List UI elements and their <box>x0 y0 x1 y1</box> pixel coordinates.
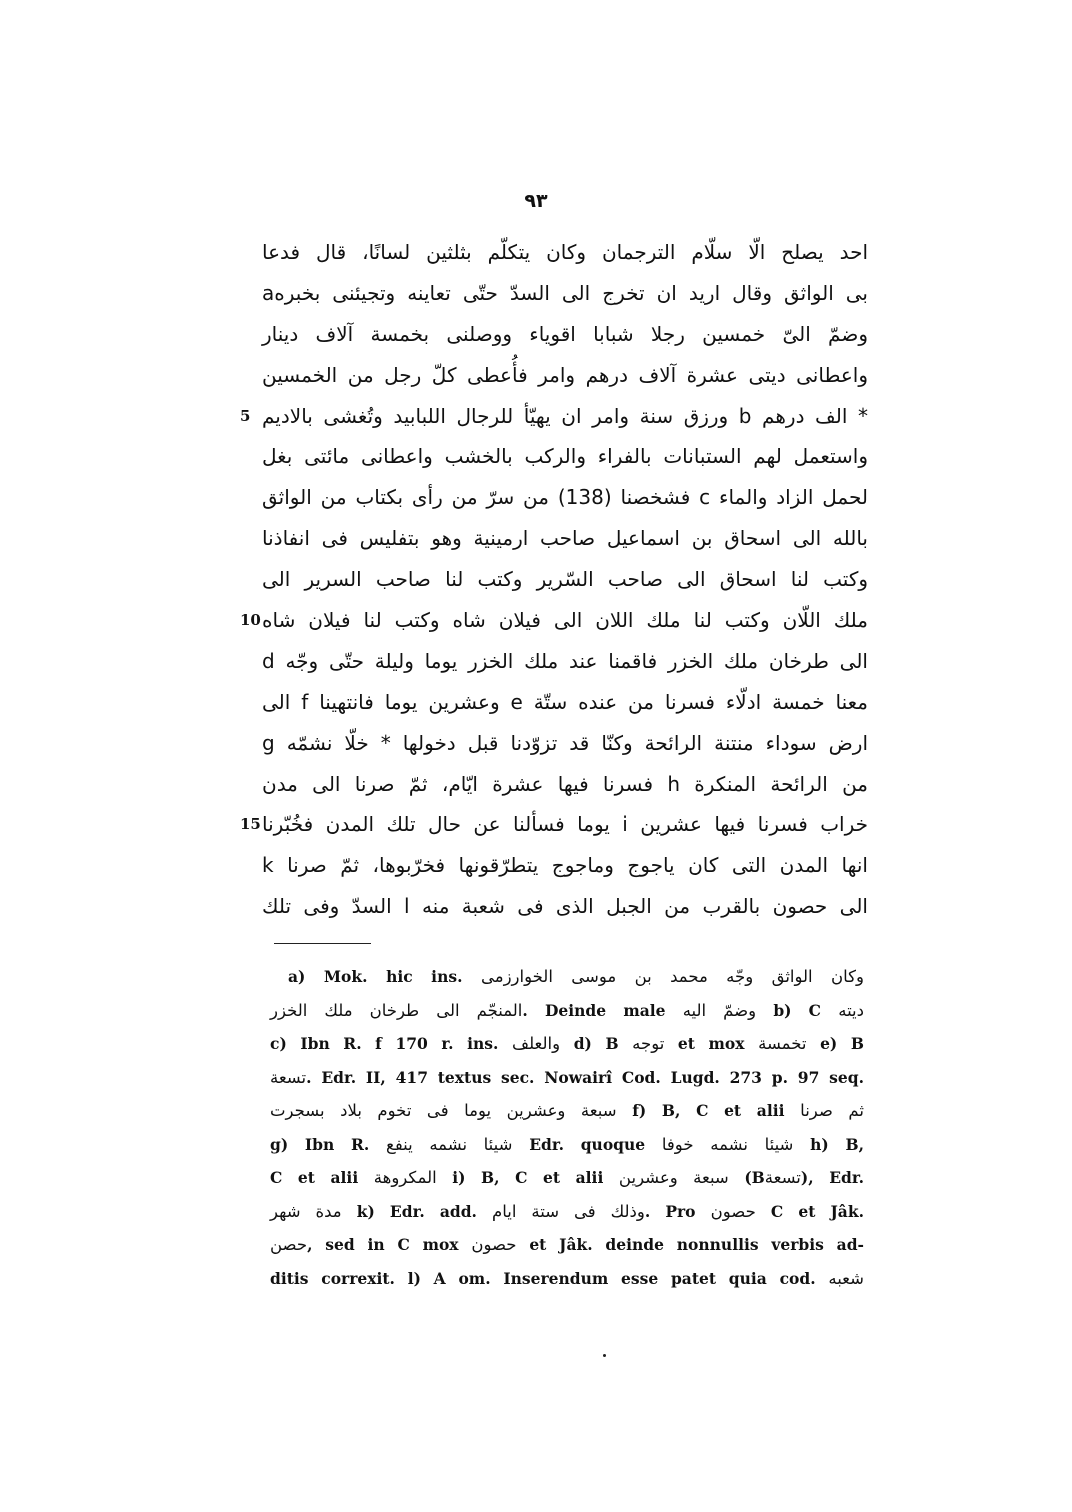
text-line <box>262 641 868 682</box>
footnote-latin: d) B <box>573 1034 619 1053</box>
footnote-arabic: وضمّ اليه <box>682 1000 757 1020</box>
footnote-line <box>270 1128 864 1162</box>
line-text: بى الواثق وقال اريد ان تخرج الى السدّ حتّى تعاينه وتجيئنى بخبرهa <box>262 280 868 305</box>
footnote-arabic: خوفا <box>661 1134 694 1154</box>
footnote-line <box>270 1228 864 1262</box>
ink-speck <box>603 1354 606 1357</box>
text-line <box>262 559 868 600</box>
footnote-arabic: شيئا نشمه ينفع <box>386 1134 513 1154</box>
footnote-arabic: تخمسة <box>758 1034 807 1053</box>
footnote-arabic: تسعة <box>270 1067 307 1087</box>
text-line <box>262 723 868 764</box>
footnote-latin: ), Edr. <box>800 1168 864 1187</box>
footnote-separator <box>274 943 371 944</box>
line-text: وضمّ الىّ خمسين رجلا شبابا اقوياء ووصلنى بخمسة آلاف دينار <box>262 321 868 346</box>
line-text: * الف درهم b ورزق سنة وامر ان يهيّأ للرجال اللبابيد وتُغشى بالاديم <box>262 403 868 428</box>
footnote-arabic: شعبه <box>828 1268 864 1288</box>
footnote-arabic: سبعة وعشرين يوما فى تخوم بلاد بسجرت <box>270 1101 617 1120</box>
footnote-latin: C et Jâk. <box>770 1201 864 1221</box>
line-text: واعطانى ديتى عشرة آلاف درهم وامر فأُعطى كلّ رجل من الخمسين <box>262 362 868 387</box>
text-line <box>240 804 869 845</box>
footnote-line <box>270 1027 864 1061</box>
line-number: 15 <box>240 815 261 834</box>
footnote-line <box>270 1061 864 1095</box>
line-text: ارض سوداء منتنة الرائحة وكنّا قد تزوّدنا قبل دخولها * خلّا نشمّه g <box>262 730 868 755</box>
text-line <box>262 682 868 723</box>
footnote-line <box>270 1161 864 1195</box>
footnotes-block <box>270 960 864 1295</box>
footnote-line <box>270 1094 864 1128</box>
footnote-arabic: المنجّم الى طرخان ملك الخزر <box>270 1000 523 1020</box>
footnote-latin: e) B <box>820 1034 864 1053</box>
footnote-line <box>270 1262 864 1296</box>
footnote-latin: , sed in C mox <box>307 1235 459 1254</box>
footnote-latin: . Deinde male <box>522 1000 666 1020</box>
footnote-latin: et Jâk. deinde nonnullis verbis ad- <box>529 1235 864 1254</box>
line-text: الى حصون بالقرب من الجبل الذى فى شعبة منه l السدّ وفى تلك <box>262 894 868 919</box>
footnote-latin: a) Mok. hic ins. <box>288 967 463 986</box>
footnote-latin: i) B, C et alii <box>452 1168 604 1187</box>
text-line <box>262 436 868 477</box>
text-line <box>262 355 868 396</box>
footnote-latin: et mox <box>677 1034 745 1053</box>
footnote-latin: g) Ibn R. <box>270 1134 370 1154</box>
footnote-arabic: مدة شهر <box>270 1201 342 1221</box>
footnote-arabic: ثم صرنا <box>800 1101 865 1120</box>
footnote-latin: (B <box>744 1168 765 1187</box>
text-line <box>262 314 868 355</box>
line-text: وكتب لنا اسحاق الى صاحب السّرير وكتب لنا صاحب السرير الى <box>262 567 868 592</box>
footnote-arabic: المكروهة <box>373 1168 437 1187</box>
footnote-arabic: سبعة وعشرين <box>618 1168 729 1187</box>
line-text: خراب فسرنا فيها عشرين i يوما فسألنا عن حال تلك المدن فخُبّرنا <box>262 812 869 837</box>
text-line <box>240 600 868 641</box>
footnote-latin: c) Ibn R. f 170 r. ins. <box>270 1034 499 1053</box>
text-line <box>262 477 868 518</box>
text-line <box>262 886 868 927</box>
text-line <box>262 518 868 559</box>
footnote-latin: ditis correxit. <box>270 1268 395 1288</box>
footnote-line <box>270 960 864 994</box>
line-text: الى طرخان ملك الخزر فاقمنا عند ملك الخزر يوما وليلة حتّى وجّه d <box>262 648 868 673</box>
footnote-latin: f) B, C et alii <box>632 1101 785 1120</box>
text-line <box>262 232 868 273</box>
line-text: من الرائحة المنكرة h فسرنا فيها عشرة ايّام، ثمّ صرنا الى مدن <box>262 771 869 796</box>
footnote-arabic: وذلك فى ستة ايام <box>492 1201 645 1221</box>
text-line <box>240 396 868 437</box>
footnote-arabic: حصون <box>471 1235 517 1254</box>
footnote-latin: l) A om. Inserendum esse patet quia cod. <box>407 1268 816 1288</box>
footnote-latin: . Pro <box>644 1201 696 1221</box>
line-text: ملك اللّان وكتب لنا ملك اللان الى فيلان شاه وكتب لنا فيلان شاه <box>262 608 868 633</box>
footnote-latin: b) C <box>773 1000 822 1020</box>
text-line <box>262 764 868 805</box>
footnote-line <box>270 1195 864 1229</box>
footnote-line <box>270 994 864 1028</box>
footnote-arabic: ديته <box>838 1000 864 1020</box>
line-text: معنا خمسة ادلّاء فسرنا من عنده ستّة e وعشرين يوما فانتهينا f الى <box>262 689 868 714</box>
footnote-arabic: توجه <box>632 1034 665 1053</box>
footnote-arabic: والعلف <box>512 1034 561 1053</box>
line-text: بالله الى اسحاق بن اسماعيل صاحب ارمينية وهو بتفليس فى انفاذنا <box>262 526 868 551</box>
footnote-arabic: وكان الواثق وجّه محمد بن موسى الخوارزمى <box>481 967 864 986</box>
main-text-block <box>240 232 869 927</box>
line-number: 10 <box>240 611 261 630</box>
footnote-arabic: تسعة <box>764 1168 801 1187</box>
text-line <box>262 273 868 314</box>
line-text: واستعمل لهم الستبانات بالفراء والركب بالخشب واعطانى مائتى بغل <box>262 444 868 469</box>
line-text: لحمل الزاد والماء c فشخصنا (138) من سرّ من رأى بكتاب من الواثق <box>262 485 868 510</box>
footnote-latin: Edr. quoque <box>529 1134 646 1154</box>
footnote-arabic: حصن <box>270 1235 308 1254</box>
line-text: انها المدن التى كان ياجوج وماجوج يتطرّقونها فخرّبوها، ثمّ صرنا k <box>262 853 868 878</box>
footnote-arabic: شيئا نشمه <box>710 1134 794 1154</box>
footnote-arabic: حصون <box>710 1201 756 1221</box>
footnote-latin: C et alii <box>270 1168 359 1187</box>
line-number: 5 <box>240 406 251 425</box>
footnote-latin: k) Edr. add. <box>356 1201 477 1221</box>
page-number: ٩٣ <box>524 190 548 212</box>
footnote-latin: . Edr. II, 417 textus sec. Nowairî Cod. Lugd. 273 p. 97 seq. <box>306 1067 864 1087</box>
text-line <box>262 845 868 886</box>
footnote-latin: h) B, <box>810 1134 864 1154</box>
line-text: احد يصلح الّا سلّام الترجمان وكان يتكلّم بثلثين لسانًا، قال فدعا <box>262 240 868 264</box>
